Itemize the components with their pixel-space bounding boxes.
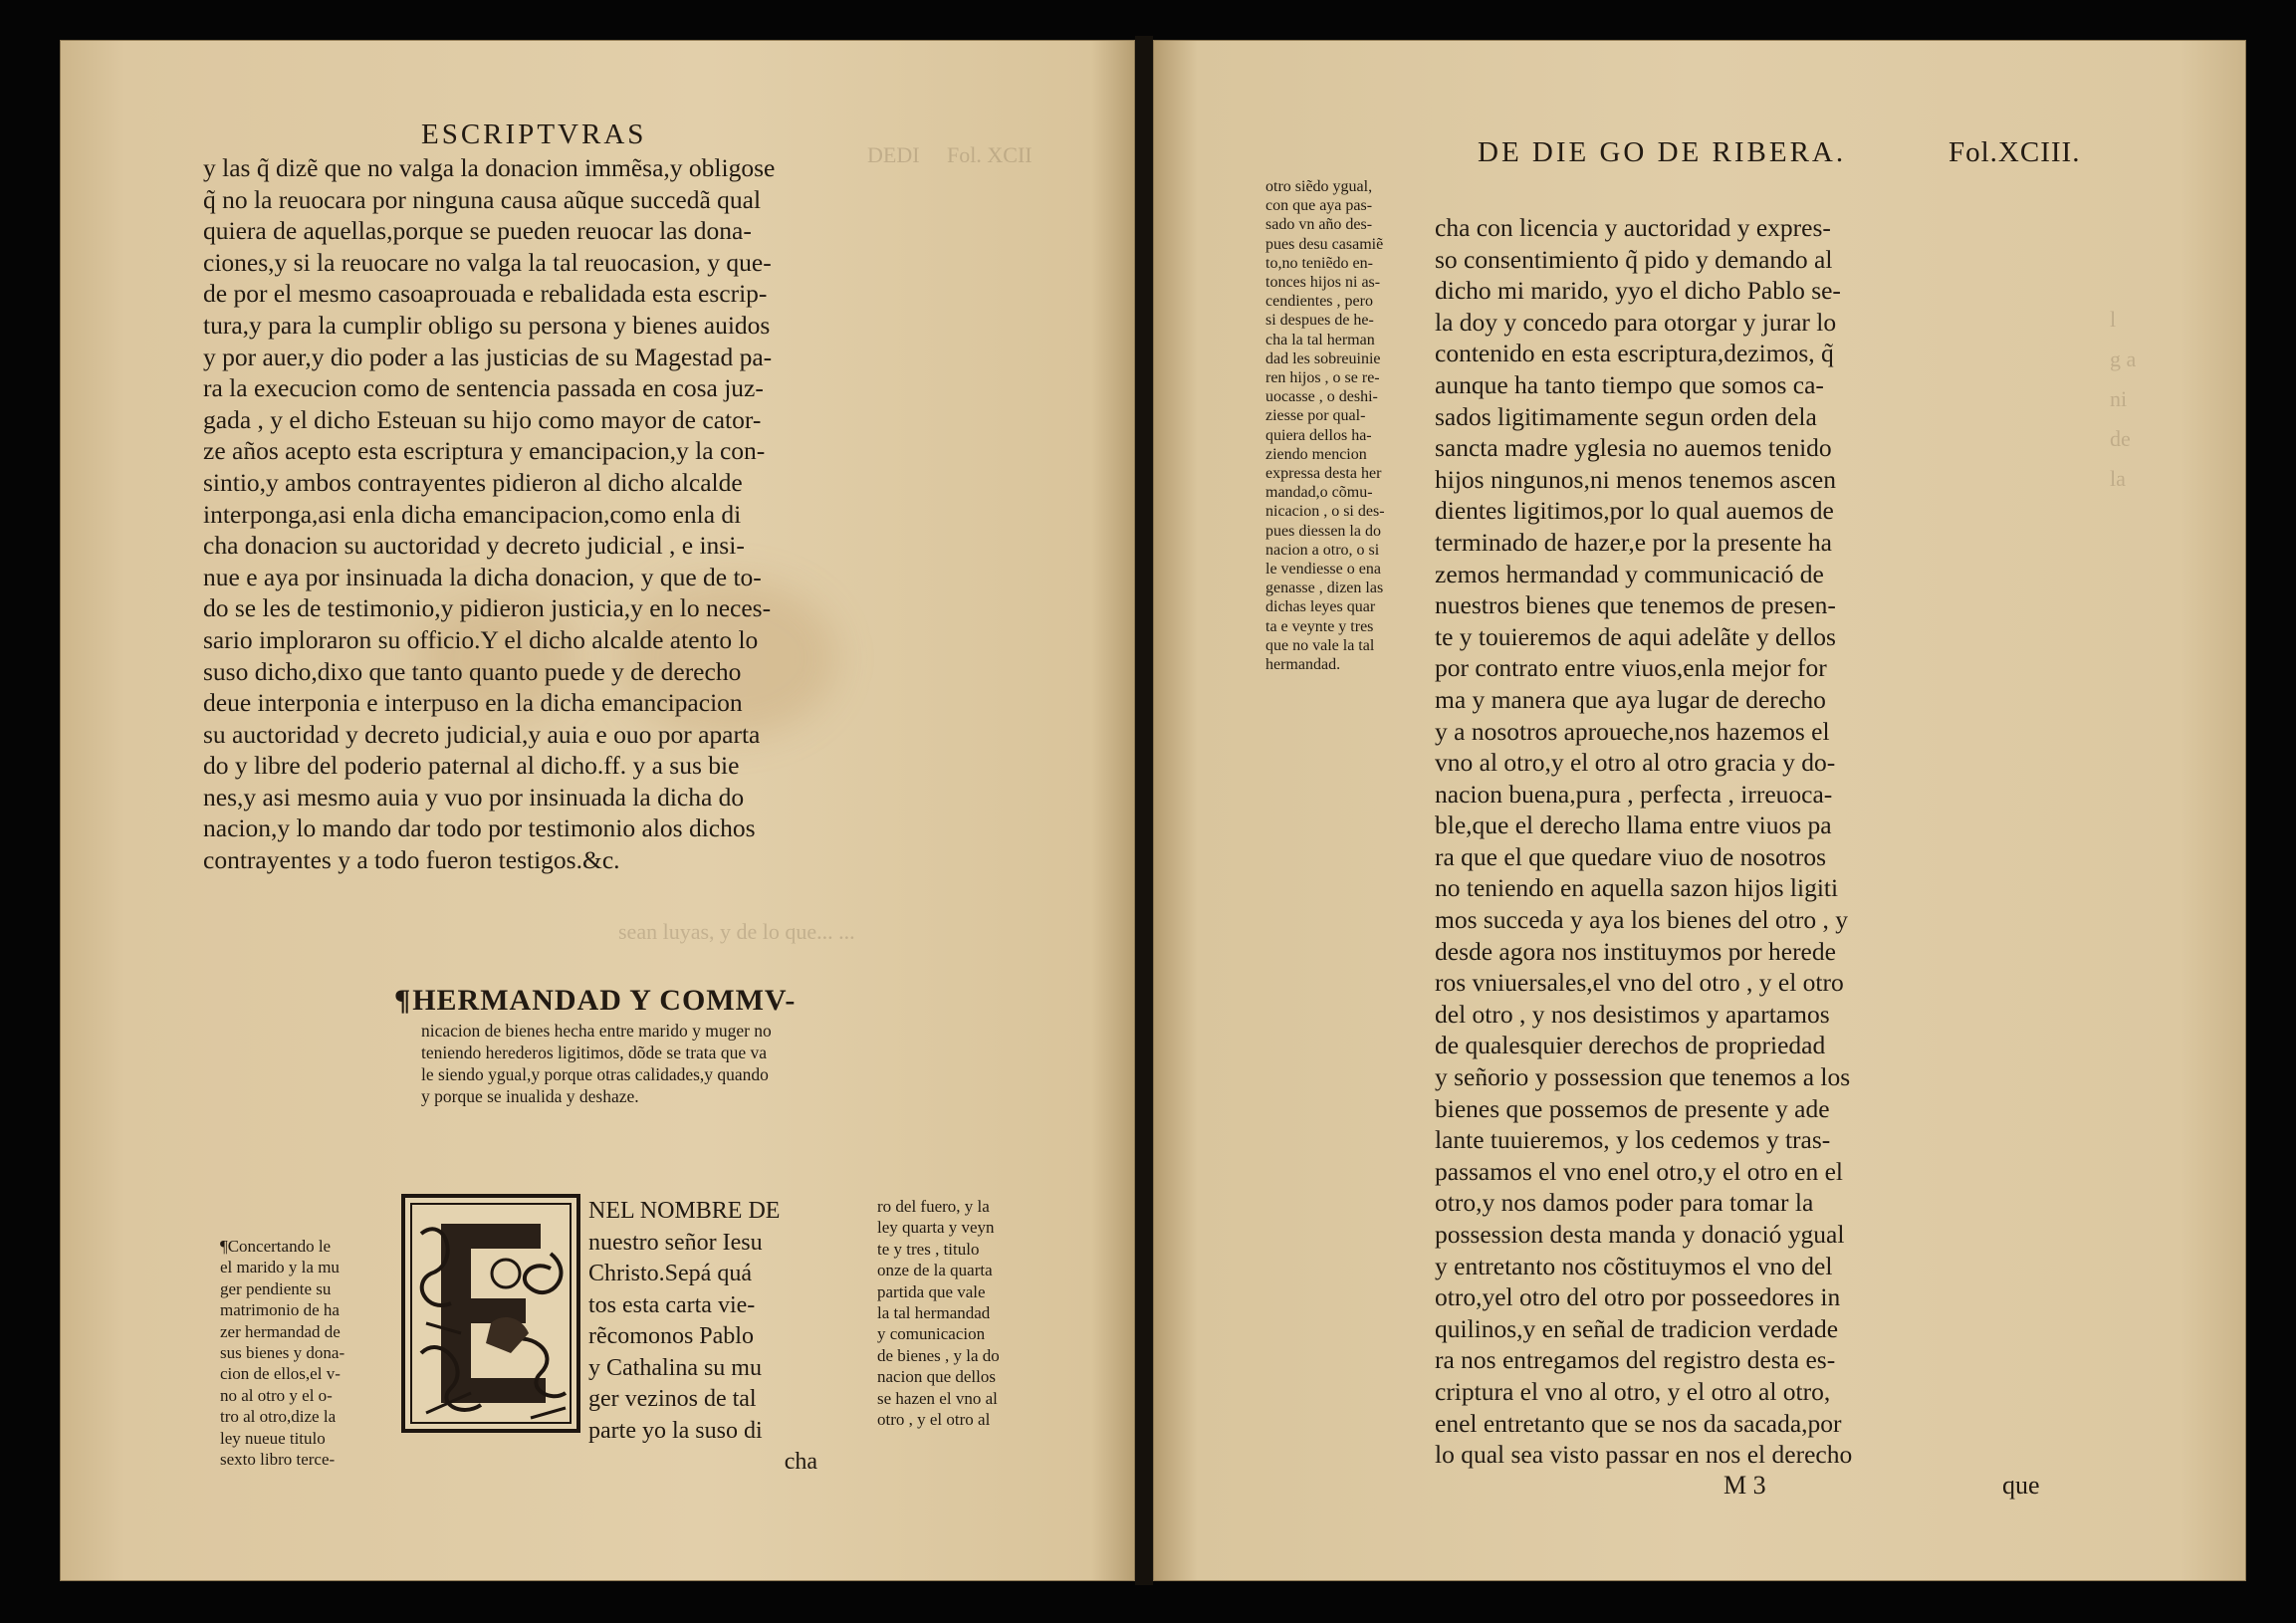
text-line: cendientes , pero — [1265, 293, 1373, 311]
text-line: terminado de hazer,e por la presente ha — [1435, 527, 1832, 557]
text-line: y señorio y possession que tenemos a los — [1435, 1062, 1851, 1092]
text-line: partida que vale — [877, 1281, 986, 1301]
text-line: dad les sobreuinie — [1265, 349, 1381, 367]
text-line: sexto libro terce- — [220, 1450, 336, 1470]
text-line: por contrato entre viuos,enla mejor for — [1435, 653, 1827, 683]
right-body-text — [1435, 212, 2052, 1471]
text-line: se hazen el vno al — [877, 1388, 998, 1408]
left-page — [60, 40, 1135, 1581]
text-line: y porque se inualida y deshaze. — [421, 1086, 639, 1106]
text-line: cha — [784, 1449, 817, 1475]
margin-note — [1265, 177, 1430, 674]
text-line: el marido y la mu — [220, 1258, 340, 1277]
catchword: que — [2002, 1471, 2040, 1500]
text-line: si despues de he- — [1265, 312, 1374, 330]
text-line: tos esta carta vie- — [588, 1291, 756, 1318]
signature-mark: M 3 — [1723, 1471, 1766, 1500]
book-gutter — [1135, 36, 1153, 1585]
text-line: expressa desta her — [1265, 465, 1382, 483]
section-title: HERMANDAD Y COMMV- — [412, 984, 797, 1017]
text-line: y las q̃ dizẽ que no valga la donacion immẽsa,y obligose — [203, 153, 776, 182]
running-head: DE DIE GO DE RIBERA. — [1478, 136, 1847, 168]
section-heading — [394, 983, 796, 1019]
text-line: sados ligitimamente segun orden dela — [1435, 401, 1817, 431]
text-line: otro,yel otro del otro por posseedores in — [1435, 1282, 1841, 1312]
text-line: sintio,y ambos contrayentes pidieron al dicho alcalde — [203, 467, 743, 497]
text-line: de bienes , y la do — [877, 1345, 1000, 1365]
text-line: dicho mi marido, yyo el dicho Pablo se- — [1435, 276, 1841, 306]
text-line: sancta madre yglesia no auemos tenido — [1435, 433, 1832, 463]
text-line: cha la tal herman — [1265, 331, 1375, 348]
text-line: le siendo ygual,y porque otras calidades,y quando — [421, 1064, 769, 1084]
text-line: le vendiesse o ena — [1265, 561, 1381, 579]
text-line: criptura el vno al otro, y el otro al otro, — [1435, 1376, 1831, 1406]
text-line: pues desu casamiẽ — [1265, 235, 1384, 253]
text-line: hijos ningunos,ni menos tenemos ascen — [1435, 464, 1836, 494]
text-line: ra que el que quedare viuo de nosotros — [1435, 841, 1826, 871]
text-line: ¶Concertando le — [220, 1237, 332, 1256]
text-line: suso dicho,dixo que tanto quanto puede y de derecho — [203, 656, 742, 686]
text-line: nicacion , o si des- — [1265, 503, 1385, 521]
text-line: ziendo mencion — [1265, 445, 1367, 463]
text-line: nicacion de bienes hecha entre marido y muger no — [421, 1021, 772, 1041]
bleed-through-text: l g a ni de la — [2110, 307, 2137, 491]
text-line: otro , y el otro al — [877, 1410, 991, 1430]
text-line: do se les de testimonio,y pidieron justicia,y en lo neces- — [203, 593, 772, 623]
text-line: la tal hermandad — [877, 1303, 991, 1323]
text-line: ley nueue titulo — [220, 1428, 326, 1448]
text-line: contrayentes y a todo fueron testigos.&c. — [203, 845, 620, 875]
text-line: dichas leyes quar — [1265, 598, 1376, 616]
text-line: ziesse por qual- — [1265, 407, 1366, 425]
folio-number: Fol.XCIII. — [1949, 136, 2081, 168]
text-line: con que aya pas- — [1265, 197, 1373, 215]
text-line: bienes que possemos de presente y ade — [1435, 1093, 1830, 1123]
text-line: nacion a otro, o si — [1265, 541, 1380, 559]
text-line: possession desta manda y donació ygual — [1435, 1220, 1845, 1249]
decorated-initial-icon — [401, 1194, 580, 1433]
text-line: nacion buena,pura , perfecta , irreuoca- — [1435, 779, 1833, 809]
text-line: nuestros bienes que tenemos de presen- — [1435, 590, 1836, 620]
section-summary — [421, 1020, 919, 1107]
text-line: quiera dellos ha- — [1265, 426, 1372, 444]
text-line: so consentimiento q̃ pido y demando al — [1435, 244, 1833, 274]
text-line: tro al otro,dize la — [220, 1407, 337, 1427]
text-line: cha donacion su auctoridad y decreto judicial , e insi- — [203, 531, 745, 561]
text-line: y a nosotros aproueche,nos hazemos el — [1435, 716, 1830, 746]
text-line: do y libre del poderio paternal al dicho.ff. y a sus bie — [203, 751, 740, 781]
text-line: ley quarta y veyn — [877, 1218, 995, 1238]
text-line: quiera de aquellas,porque se pueden reuocar las dona- — [203, 216, 752, 246]
text-line: zemos hermandad y communicació de — [1435, 559, 1824, 588]
text-line: sado vn año des- — [1265, 216, 1373, 234]
text-line: ren hijos , o se re- — [1265, 369, 1380, 387]
text-line: deue interponia e interpuso en la dicha emancipacion — [203, 688, 743, 718]
text-line: ciones,y si la reuocare no valga la tal reuocasion, y que- — [203, 247, 772, 277]
right-page — [1153, 40, 2246, 1581]
text-line: Christo.Sepá quá — [588, 1261, 752, 1286]
text-line: de por el mesmo casoaprouada e rebalidada esta escrip- — [203, 279, 768, 309]
text-line: no al otro y el o- — [220, 1385, 333, 1405]
text-line: su auctoridad y decreto judicial,y auia e ouo por aparta — [203, 719, 761, 749]
text-line: matrimonio de ha — [220, 1300, 340, 1320]
text-line: vno al otro,y el otro al otro gracia y do- — [1435, 748, 1836, 778]
text-line: del otro , y nos desistimos y apartamos — [1435, 999, 1830, 1029]
text-line: sario imploraron su officio.Y el dicho alcalde atento lo — [203, 624, 759, 654]
text-line: cion de ellos,el v- — [220, 1364, 341, 1384]
left-gloss — [220, 1236, 389, 1470]
text-line: que no vale la tal — [1265, 636, 1375, 654]
text-line: gada , y el dicho Esteuan su hijo como mayor de cator- — [203, 404, 762, 434]
text-line: ra la execucion como de sentencia passada en cosa juz- — [203, 373, 764, 403]
text-line: ble,que el derecho llama entre viuos pa — [1435, 811, 1832, 840]
text-line: de qualesquier derechos de propriedad — [1435, 1031, 1826, 1060]
text-line: uocasse , o deshi- — [1265, 388, 1378, 406]
woodcut-initial-E — [401, 1194, 580, 1433]
text-line: y entretanto nos cõstituymos el vno del — [1435, 1251, 1833, 1280]
text-line: ra nos entregamos del registro desta es- — [1435, 1345, 1836, 1375]
text-line: te y tres , titulo — [877, 1239, 980, 1259]
text-line: y comunicacion — [877, 1324, 986, 1344]
text-line: to,no teniẽdo en- — [1265, 254, 1373, 272]
text-line: interponga,asi enla dicha emancipacion,como enla di — [203, 499, 742, 529]
text-line: te y touieremos de aqui adelãte y dellos — [1435, 621, 1836, 651]
text-line: ro del fuero, y la — [877, 1197, 990, 1216]
text-line: ger pendiente su — [220, 1278, 332, 1298]
text-line: tonces hijos ni as- — [1265, 274, 1381, 292]
bleed-through-text: sean luyas, y de lo que... ... — [618, 919, 855, 944]
text-line: mos succeda y aya los bienes del otro , y — [1435, 905, 1848, 935]
text-line: nacion que dellos — [877, 1367, 996, 1387]
text-line: q̃ no la reuocara por ninguna causa aũque succedã qual — [203, 184, 762, 214]
text-line: aunque ha tanto tiempo que somos ca- — [1435, 369, 1824, 399]
text-line: onze de la quarta — [877, 1261, 993, 1280]
text-line: la doy y concedo para otorgar y jurar lo — [1435, 307, 1837, 337]
text-line: no teniendo en aquella sazon hijos ligiti — [1435, 873, 1839, 903]
text-line: y por auer,y dio poder a las justicias de su Magestad pa- — [203, 342, 773, 371]
pilcrow-icon: ¶ — [394, 984, 411, 1017]
text-line: parte yo la suso di — [588, 1417, 763, 1444]
text-line: rẽcomonos Pablo — [588, 1323, 754, 1349]
text-line: nuestro señor Iesu — [588, 1229, 763, 1256]
text-line: hermandad. — [1265, 656, 1341, 674]
text-line: nes,y asi mesmo auia y vuo por insinuada la dicha do — [203, 782, 745, 812]
text-line: genasse , dizen las — [1265, 580, 1384, 597]
opening-text-with-initial — [588, 1196, 817, 1479]
text-line: enel entretanto que se nos da sacada,por — [1435, 1408, 1842, 1438]
text-line: quilinos,y en señal de tradicion verdade — [1435, 1313, 1839, 1343]
left-body-text — [203, 152, 910, 876]
text-line: y Cathalina su mu — [588, 1354, 762, 1381]
text-line: contenido en esta escriptura,dezimos, q̃ — [1435, 339, 1834, 368]
text-line: cha con licencia y auctoridad y expres- — [1435, 213, 1831, 242]
text-line: lo qual sea visto passar en nos el derecho — [1435, 1440, 1853, 1470]
text-line: ze años acepto esta escriptura y emancipacion,y la con- — [203, 436, 766, 466]
text-line: lante tuuieremos, y los cedemos y tras- — [1435, 1125, 1831, 1155]
text-line: pues diessen la do — [1265, 522, 1381, 540]
text-line: NEL NOMBRE DE — [588, 1198, 781, 1224]
bleed-through-text: DEDI Fol. XCII — [867, 142, 1033, 167]
text-line: passamos el vno enel otro,y el otro en el — [1435, 1156, 1844, 1186]
text-line: otro siẽdo ygual, — [1265, 178, 1373, 195]
running-head: ESCRIPTVRAS — [421, 118, 647, 150]
text-line: otro,y nos damos poder para tomar la — [1435, 1188, 1814, 1218]
text-line: mandad,o cõmu- — [1265, 484, 1373, 502]
text-line: desde agora nos instituymos por herede — [1435, 936, 1836, 966]
text-line: nue e aya por insinuada la dicha donacion, y que de to- — [203, 562, 762, 591]
text-line: teniendo herederos ligitimos, dõde se trata que va — [421, 1043, 767, 1062]
text-line: nacion,y lo mando dar todo por testimonio alos dichos — [203, 813, 756, 843]
text-line: dientes ligitimos,por lo qual auemos de — [1435, 496, 1834, 526]
text-line: ros vniuersales,el vno del otro , y el otro — [1435, 968, 1844, 998]
text-line: ma y manera que aya lugar de derecho — [1435, 684, 1826, 714]
text-line: sus bienes y dona- — [220, 1343, 345, 1363]
right-gloss — [877, 1196, 1056, 1430]
text-line: ta e veynte y tres — [1265, 617, 1374, 635]
text-line: zer hermandad de — [220, 1321, 341, 1341]
text-line: ger vezinos de tal — [588, 1386, 757, 1412]
text-line: tura,y para la cumplir obligo su persona y bienes auidos — [203, 310, 771, 340]
